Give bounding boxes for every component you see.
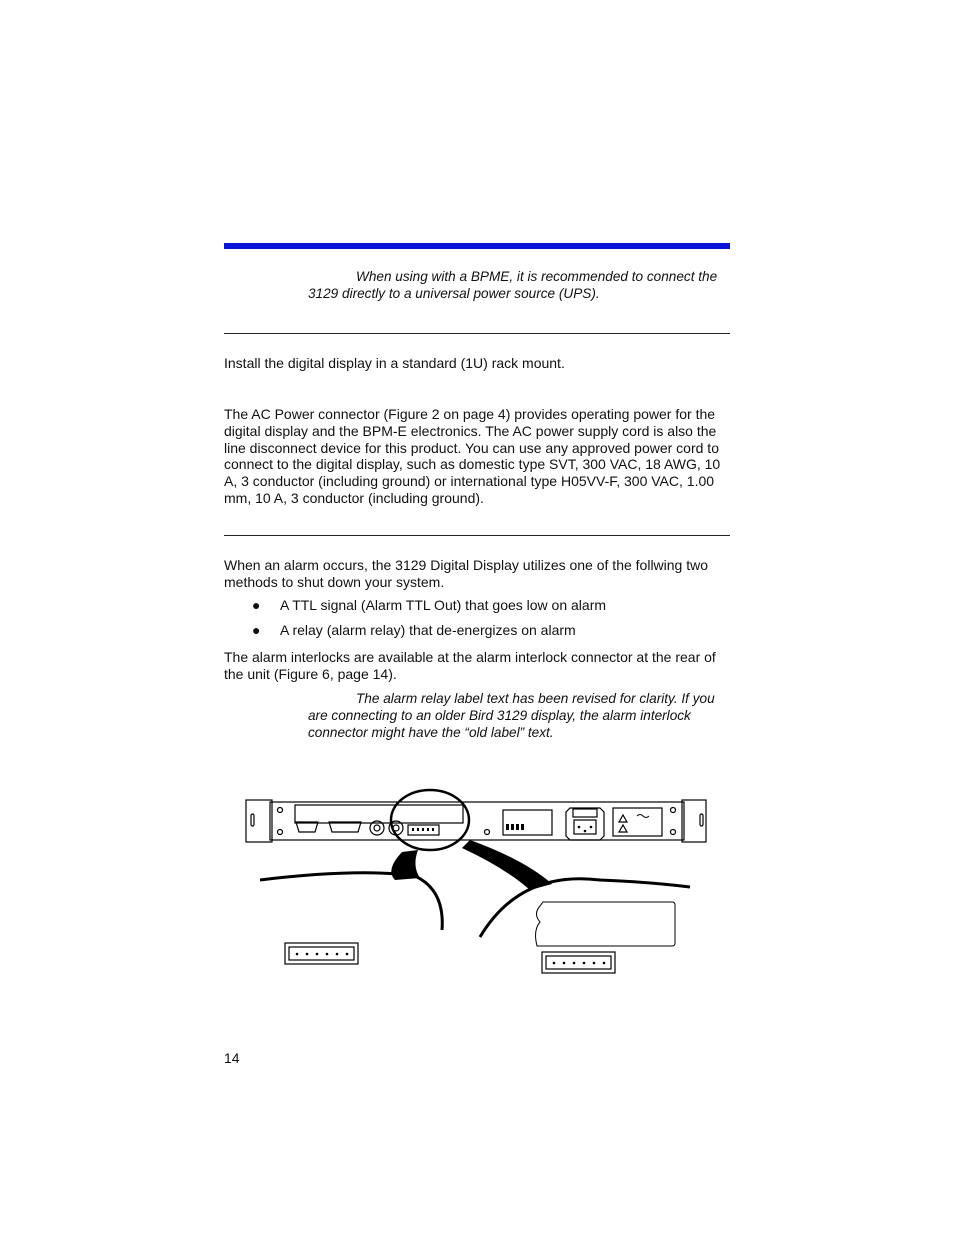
section-rule <box>224 535 730 536</box>
callout-left <box>260 873 442 930</box>
bullet-icon: ● <box>252 597 261 613</box>
ac-power-inlet <box>566 808 604 840</box>
rack-mount-paragraph: Install the digital display in a standard (1U) rack mount. <box>224 355 565 371</box>
interlock-paragraph: The alarm interlocks are available at the alarm interlock connector at the rear of the unit (Figure 6, page 14). <box>224 649 716 682</box>
note-ups-text: When using with a BPME, it is recommended to connect the 3129 directly to a universal power source (UPS). <box>308 269 718 301</box>
rear-panel-figure <box>0 780 954 990</box>
label-plate-enlarged <box>536 902 675 946</box>
alarm-intro-paragraph: When an alarm occurs, the 3129 Digital Display utilizes one of the follwing two methods to shut down your system. <box>224 557 709 590</box>
callout-right <box>480 879 690 937</box>
callout-right-pointer <box>462 840 552 890</box>
section-rule <box>224 333 730 334</box>
rack-ear-left <box>246 800 272 842</box>
highlight-ellipse <box>391 790 469 850</box>
list-item: ● A relay (alarm relay) that de-energizes on alarm <box>252 622 576 638</box>
label-plate <box>295 805 463 823</box>
list-item: ● A TTL signal (Alarm TTL Out) that goes low on alarm <box>252 597 607 613</box>
note-label-revision-text: The alarm relay label text has been revised for clarity. If you are connecting to an older Bird 3129 display, the alarm interlock connector might have the “old label” text. <box>308 691 715 740</box>
note-label-revision <box>308 690 728 741</box>
chapter-rule <box>224 243 730 249</box>
page-number: 14 <box>224 1050 240 1066</box>
note-ups <box>308 268 728 302</box>
bullet-icon: ● <box>252 622 261 638</box>
ac-power-paragraph: The AC Power connector (Figure 2 on page 4) provides operating power for the digital display and the BPM-E electronics. The AC power supply cord is also the line disconnect device for this product. You can use any approved power cord to connect to the digital display, such as domestic type SVT, 300 VAC, 18 AWG, 10 A, 3 conductor (including ground) or international type H05VV-F, 300 VAC, 1.00 mm, 10 A, 3 conductor (including ground). <box>224 406 721 506</box>
